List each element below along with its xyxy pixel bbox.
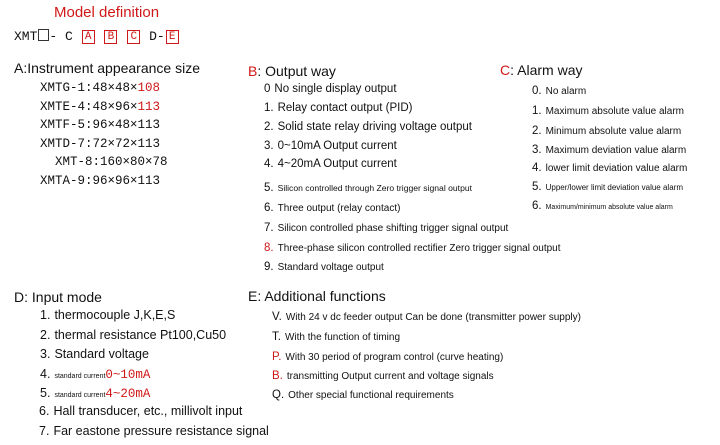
list-item: 6. Hall transducer, etc., millivolt input xyxy=(39,404,243,418)
box-c: C xyxy=(127,30,140,44)
list-item: XMTE-4:48×96×113 xyxy=(40,99,161,114)
section-e-heading: E: Additional functions xyxy=(248,288,386,304)
list-item: 6. Maximum/minimum absolute value alarm xyxy=(532,200,673,212)
list-item: XMTG-1:48×48×108 xyxy=(40,81,161,95)
list-item: 0. No alarm xyxy=(532,85,587,97)
section-d-heading: D: Input mode xyxy=(14,289,102,305)
list-item: 8. Three-phase silicon controlled rectifier Zero trigger signal output xyxy=(264,242,561,254)
list-item: 7. Far eastone pressure resistance signal xyxy=(39,424,269,438)
list-item: 1. Relay contact output (PID) xyxy=(264,102,413,114)
list-item: 5. standard current4~20mA xyxy=(40,386,151,401)
list-item: 3. Maximum deviation value alarm xyxy=(532,144,687,156)
section-b-heading: B: Output way xyxy=(248,63,336,79)
list-item: 2. Minimum absolute value alarm xyxy=(532,125,682,137)
list-item: 4. 4~20mA Output current xyxy=(264,158,397,170)
list-item: 3. Standard voltage xyxy=(40,347,149,361)
list-item: 1. thermocouple J,K,E,S xyxy=(40,308,176,322)
list-item: XMTA-9:96×96×113 xyxy=(40,173,161,188)
list-item: 4. lower limit deviation value alarm xyxy=(532,162,688,174)
list-item: B. transmitting Output current and voltage signals xyxy=(272,370,494,382)
section-a-list xyxy=(40,79,168,191)
box-e: E xyxy=(166,30,179,44)
list-item: XMTF-5:96×48×113 xyxy=(40,118,161,133)
list-item: 5. Upper/lower limit deviation value alarm xyxy=(532,181,683,193)
list-item: V. With 24 v dc feeder output Can be done (transmitter power supply) xyxy=(272,311,581,323)
list-item: Q. Other special functional requirements xyxy=(272,389,454,401)
list-item: 0 No single display output xyxy=(264,83,397,95)
model-mid: - C xyxy=(49,29,73,44)
list-item: 5. Silicon controlled through Zero trigger signal output xyxy=(264,182,473,194)
list-item: 2. Solid state relay driving voltage output xyxy=(264,121,472,133)
model-prefix: XMT xyxy=(14,29,38,44)
list-item: 3. 0~10mA Output current xyxy=(264,140,397,152)
section-a-heading: A:Instrument appearance size xyxy=(14,60,200,76)
box-b: B xyxy=(104,30,117,44)
list-item: 1. Maximum absolute value alarm xyxy=(532,105,684,117)
list-item: P. With 30 period of program control (curve heating) xyxy=(272,351,504,363)
list-item: 6. Three output (relay contact) xyxy=(264,202,401,214)
list-item: T. With the function of timing xyxy=(272,331,401,343)
list-item: 9. Standard voltage output xyxy=(264,261,384,273)
blank-square-icon xyxy=(38,29,49,41)
model-dash: - xyxy=(156,29,165,44)
section-c-heading: C: Alarm way xyxy=(500,62,583,78)
list-item: 7. Silicon controlled phase shifting trigger signal output xyxy=(264,222,509,234)
model-code xyxy=(14,29,180,44)
list-item: 4. standard current0~10mA xyxy=(40,367,151,382)
list-item: 2. thermal resistance Pt100,Cu50 xyxy=(40,328,227,342)
list-item: XMT-8:160×80×78 xyxy=(40,155,168,170)
box-a: A xyxy=(82,30,95,44)
box-d-letter: D xyxy=(149,29,157,44)
list-item: XMTD-7:72×72×113 xyxy=(40,136,161,151)
page-title: Model definition xyxy=(54,4,160,21)
